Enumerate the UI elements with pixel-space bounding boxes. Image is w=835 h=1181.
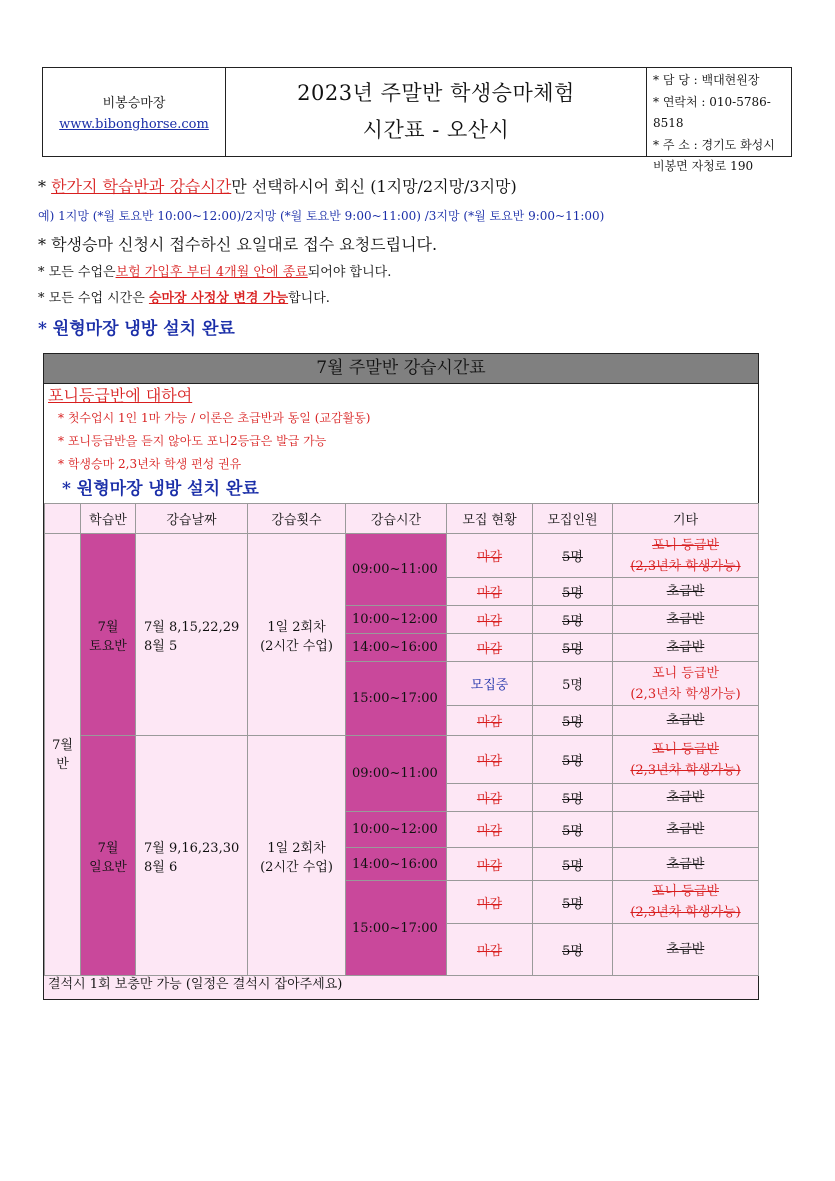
note-cell: 초급반 <box>613 812 759 848</box>
status-cell: 마감 <box>447 848 533 881</box>
time-cell: 14:00~16:00 <box>346 634 447 662</box>
header-cell: 강습시간 <box>346 504 447 534</box>
count-cell: 5명 <box>533 534 613 578</box>
time-cell: 10:00~12:00 <box>346 606 447 634</box>
class-cell: 7월 일요반 <box>81 736 136 976</box>
title-cell <box>226 68 647 156</box>
status-cell: 마감 <box>447 881 533 924</box>
header-cell: 기타 <box>613 504 759 534</box>
status-cell: 마감 <box>447 784 533 812</box>
note-4 <box>38 286 798 312</box>
note-2: * 학생승마 신청시 접수하신 요일대로 접수 요청드립니다. <box>38 235 438 254</box>
pony-info-bullet: * 첫수업시 1인 1마 가능 / 이론은 초급반과 동일 (교감활동) <box>58 411 371 425</box>
dates-cell: 7월 8,15,22,29 8월 5 <box>136 534 248 736</box>
sessions-cell: 1일 2회차 (2시간 수업) <box>248 534 346 736</box>
time-cell: 09:00~11:00 <box>346 736 447 812</box>
schedule-box <box>43 353 759 1000</box>
note-3-a: * 모든 수업은 <box>38 265 116 280</box>
sessions-cell: 1일 2회차 (2시간 수업) <box>248 736 346 976</box>
header-cell <box>45 504 81 534</box>
class-cell: 7월 토요반 <box>81 534 136 736</box>
time-cell: 09:00~11:00 <box>346 534 447 606</box>
status-cell: 마감 <box>447 924 533 976</box>
note-cell: 포니 등급반 (2,3년차 학생가능) <box>613 534 759 578</box>
header-cell: 학습반 <box>81 504 136 534</box>
pony-info-bullet: * 포니등급반을 듣지 않아도 포니2등급은 발급 가능 <box>58 434 327 448</box>
contact-manager: * 담 당 : 백대현원장 <box>653 73 760 87</box>
count-cell: 5명 <box>533 812 613 848</box>
month-label-cell: 7월 반 <box>45 534 81 976</box>
title-line-2: 시간표 - 오산시 <box>362 118 510 142</box>
contact-cell <box>647 68 791 173</box>
pony-info-bullet: * 학생승마 2,3년차 학생 편성 권유 <box>58 457 242 471</box>
note-4-b: 합니다. <box>288 291 330 306</box>
count-cell: 5명 <box>533 706 613 736</box>
schedule-table <box>44 503 759 976</box>
status-cell: 마감 <box>447 812 533 848</box>
header-box <box>42 67 792 173</box>
pony-info-heading: 포니등급반에 대하여 <box>48 386 193 405</box>
note-1-highlight: 한가지 학습반과 강습시간 <box>51 177 232 196</box>
count-cell: 5명 <box>533 881 613 924</box>
count-cell: 5명 <box>533 736 613 784</box>
time-cell: 10:00~12:00 <box>346 812 447 848</box>
note-cell: 포니 등급반 (2,3년차 학생가능) <box>613 662 759 706</box>
header-cell: 모집인원 <box>533 504 613 534</box>
time-cell: 15:00~17:00 <box>346 662 447 736</box>
note-3-b: 되어야 합니다. <box>307 265 392 280</box>
status-cell: 마감 <box>447 606 533 634</box>
note-5: * 원형마장 냉방 설치 완료 <box>38 319 235 339</box>
pony-info <box>44 384 758 503</box>
note-1-text: 만 선택하시어 회신 (1지망/2지망/3지망) <box>231 177 517 196</box>
count-cell: 5명 <box>533 662 613 706</box>
status-cell: 마감 <box>447 578 533 606</box>
note-4-highlight: 승마장 사정상 변경 가능 <box>148 291 289 306</box>
count-cell: 5명 <box>533 784 613 812</box>
table-row <box>45 534 759 578</box>
table-row <box>45 736 759 784</box>
dates-cell: 7월 9,16,23,30 8월 6 <box>136 736 248 976</box>
org-name: 비봉승마장 <box>102 96 166 111</box>
header-cell: 강습횟수 <box>248 504 346 534</box>
note-cell: 포니 등급반 (2,3년차 학생가능) <box>613 736 759 784</box>
table-header-row <box>45 504 759 534</box>
time-cell: 14:00~16:00 <box>346 848 447 881</box>
title-line-1: 2023년 주말반 학생승마체험 <box>297 81 575 105</box>
note-cell: 초급반 <box>613 634 759 662</box>
count-cell: 5명 <box>533 606 613 634</box>
note-cell: 초급반 <box>613 924 759 976</box>
notes-section <box>38 172 798 346</box>
status-cell: 마감 <box>447 634 533 662</box>
note-3 <box>38 260 798 286</box>
contact-address-2: 비봉면 자청로 190 <box>653 159 754 173</box>
time-cell: 15:00~17:00 <box>346 881 447 976</box>
count-cell: 5명 <box>533 634 613 662</box>
note-cell: 초급반 <box>613 848 759 881</box>
status-cell: 마감 <box>447 706 533 736</box>
note-4-a: * 모든 수업 시간은 <box>38 291 149 306</box>
note-cell: 초급반 <box>613 706 759 736</box>
note-3-highlight: 보험 가입후 부터 4개월 안에 종료 <box>115 265 308 280</box>
note-cell: 초급반 <box>613 578 759 606</box>
table-footer: 결석시 1회 보충만 가능 (일정은 결석시 잡아주세요) <box>44 976 758 994</box>
note-example: 예) 1지망 (*월 토요반 10:00~12:00)/2지망 (*월 토요반 9:00~11:00) /3지망 (*월 토요반 9:00~11:00) <box>38 209 605 223</box>
count-cell: 5명 <box>533 578 613 606</box>
status-cell: 마감 <box>447 534 533 578</box>
contact-phone: * 연락처 : 010-5786-8518 <box>653 94 771 130</box>
count-cell: 5명 <box>533 924 613 976</box>
schedule-title: 7월 주말반 강습시간표 <box>44 354 758 384</box>
status-cell: 마감 <box>447 736 533 784</box>
contact-address: * 주 소 : 경기도 화성시 <box>653 137 775 152</box>
note-cell: 포니 등급반 (2,3년차 학생가능) <box>613 881 759 924</box>
org-cell <box>43 68 226 156</box>
status-cell: 모집중 <box>447 662 533 706</box>
pony-info-promo: * 원형마장 냉방 설치 완료 <box>62 479 259 499</box>
header-cell: 모집 현황 <box>447 504 533 534</box>
note-bullet: * <box>38 177 52 196</box>
note-cell: 초급반 <box>613 784 759 812</box>
header-cell: 강습날짜 <box>136 504 248 534</box>
note-1 <box>38 172 798 202</box>
website-link[interactable]: www.bibonghorse.com <box>59 117 209 132</box>
count-cell: 5명 <box>533 848 613 881</box>
note-cell: 초급반 <box>613 606 759 634</box>
